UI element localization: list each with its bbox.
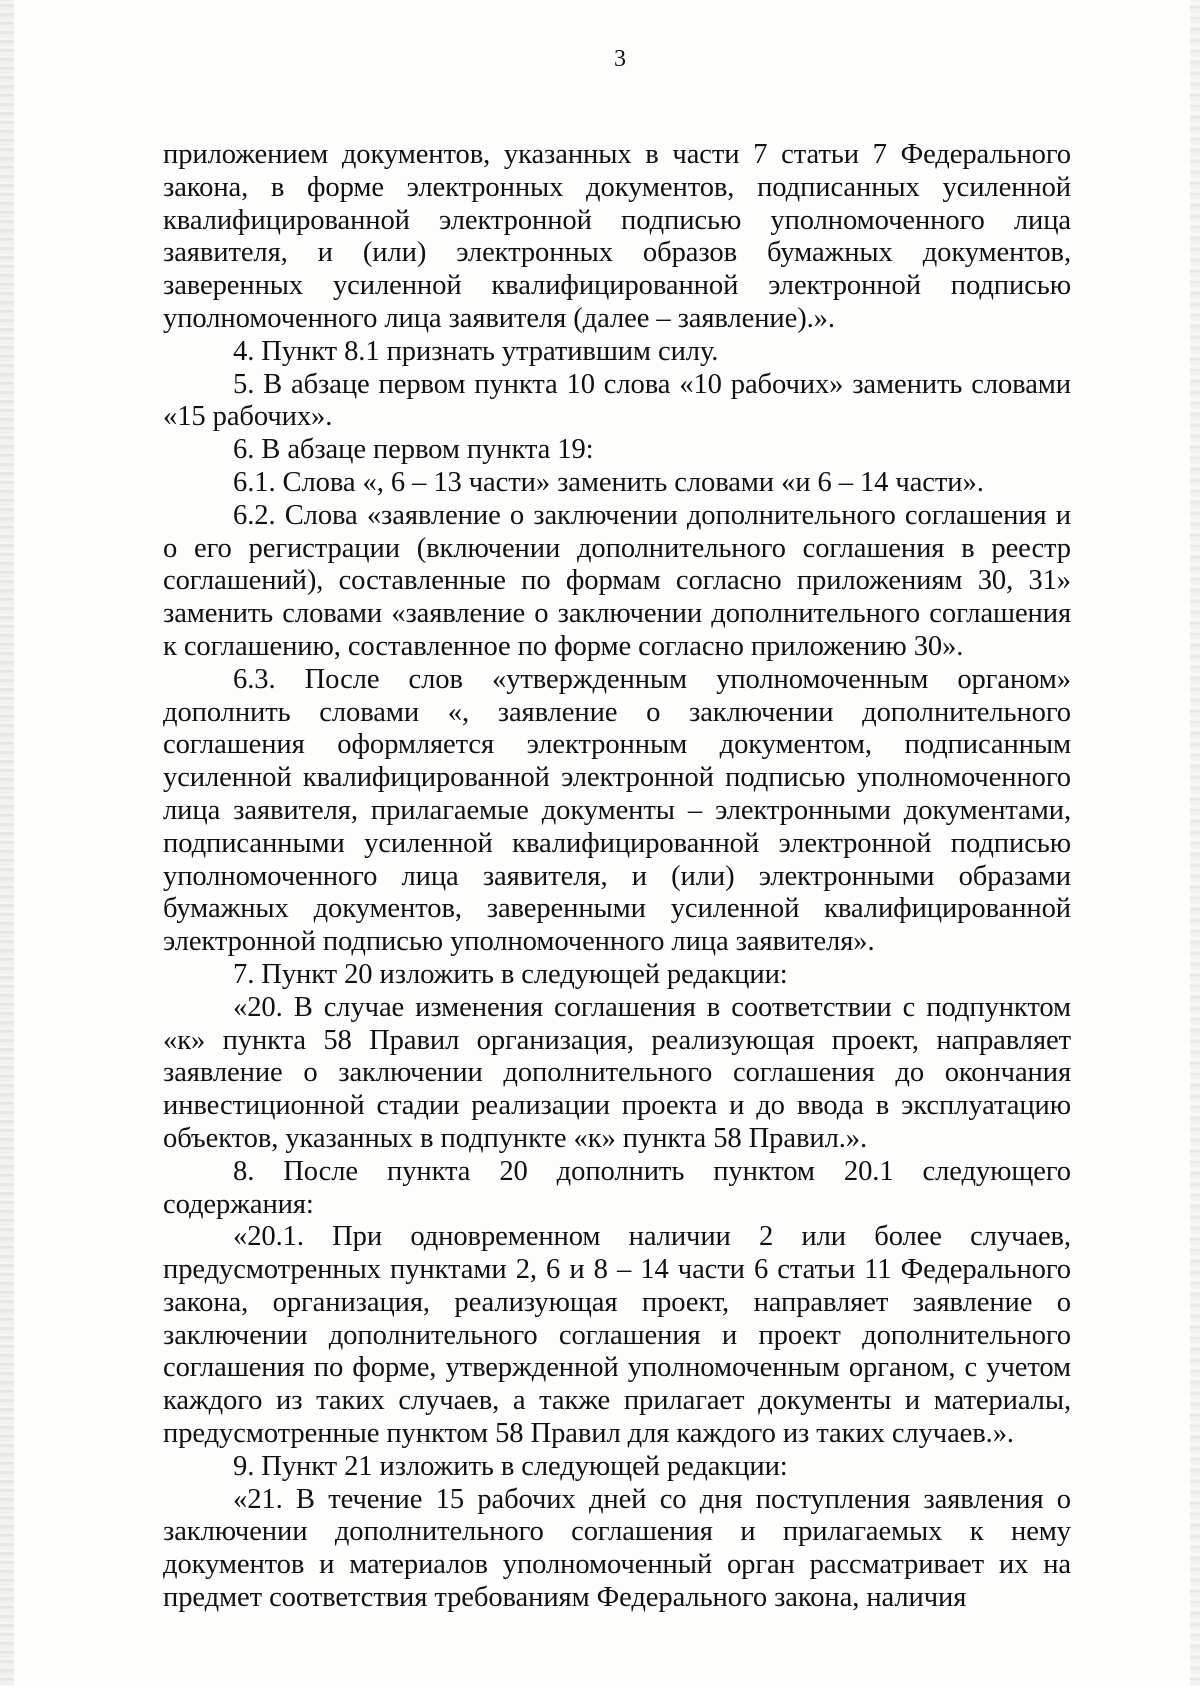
paragraph: «20.1. При одновременном наличии 2 или более случаев, предусмотренных пунктами 2, 6 и 8 – 14 части 6 статьи 11 Федерального закона, организация, реализующая проект, направляет заявление о заключении дополнительного соглашения и проект дополнительного соглашения по форме, утвержденной уполномоченным органом, с учетом каждого из таких случаев, а также прилагает документы и материалы, предусмотренные пунктом 58 Правил для каждого из таких случаев.». [163, 1221, 1071, 1450]
paragraph: «21. В течение 15 рабочих дней со дня поступления заявления о заключении дополнительного соглашения и прилагаемых к нему документов и материалов уполномоченный орган рассматривает их на предмет соответствия требованиям Федерального закона, наличия [163, 1483, 1071, 1614]
document-body [163, 139, 1071, 1615]
paragraph: 8. После пункта 20 дополнить пунктом 20.1 следующего содержания: [163, 1155, 1071, 1220]
paragraph: «20. В случае изменения соглашения в соответствии с подпунктом «к» пункта 58 Правил организация, реализующая проект, направляет заявление о заключении дополнительного соглашения до окончания инвестиционной стадии реализации проекта и до ввода в эксплуатацию объектов, указанных в подпункте «к» пункта 58 Правил.». [163, 991, 1071, 1154]
paragraph: 4. Пункт 8.1 признать утратившим силу. [233, 335, 719, 367]
page-number: 3 [614, 46, 626, 72]
paragraph: приложением документов, указанных в части 7 статьи 7 Федерального закона, в форме электронных документов, подписанных усиленной квалифицированной электронной подписью уполномоченного лица заявителя, и (или) электронных образов бумажных документов, заверенных усиленной квалифицированной электронной подписью уполномоченного лица заявителя (далее – заявление).». [163, 139, 1071, 334]
paragraph: 6.1. Слова «, 6 – 13 части» заменить словами «и 6 – 14 части». [233, 466, 984, 498]
paragraph: 6.3. После слов «утвержденным уполномоченным органом» дополнить словами «, заявление о заключении дополнительного соглашения оформляется электронным документом, подписанным усиленной квалифицированной электронной подписью уполномоченного лица заявителя, прилагаемые документы – электронными документами, подписанными усиленной квалифицированной электронной подписью уполномоченного лица заявителя, и (или) электронными образами бумажных документов, заверенными усиленной квалифицированной электронной подписью уполномоченного лица заявителя». [163, 663, 1071, 958]
paragraph: 7. Пункт 20 изложить в следующей редакции: [233, 958, 788, 990]
paragraph: 5. В абзаце первом пункта 10 слова «10 рабочих» заменить словами «15 рабочих». [163, 368, 1071, 433]
paragraph: 9. Пункт 21 изложить в следующей редакции: [233, 1450, 788, 1482]
scan-edge-right [1190, 0, 1200, 1686]
paragraph: 6. В абзаце первом пункта 19: [233, 434, 594, 466]
paragraph: 6.2. Слова «заявление о заключении дополнительного соглашения и о его регистрации (включении дополнительного соглашения в реестр соглашений), составленные по формам согласно приложениям 30, 31» заменить словами «заявление о заключении дополнительного соглашения к соглашению, составленное по форме согласно приложению 30». [163, 499, 1071, 662]
scan-edge-left [0, 0, 14, 1686]
